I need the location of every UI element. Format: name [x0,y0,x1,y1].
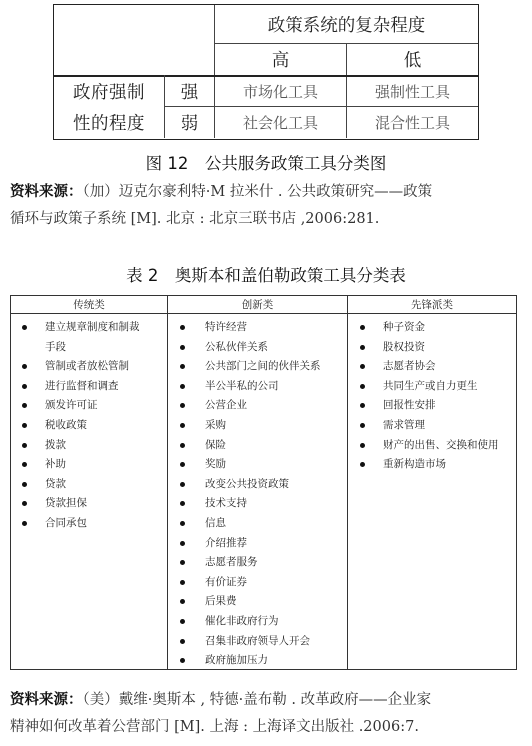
list-item [168,436,347,456]
mixed-tool-cell: 混合性工具 [374,114,450,132]
list-item [168,396,347,416]
list-item-text: 种子资金 [383,321,425,333]
figure-source-note [10,178,525,233]
list-item-text: 进行监督和调查 [45,379,119,392]
table-caption: 表 2 奥斯本和盖伯勒政策工具分类表 [126,266,406,285]
avant-garde-tools-list [348,318,516,475]
list-item-text: 补助 [45,458,66,471]
list-item [348,357,516,377]
list-item [168,534,347,554]
policy-tool-matrix-figure [53,4,479,140]
list-item-text: 回报性安排 [383,399,436,412]
list-item [11,514,167,534]
list-item-text: 股权投资 [383,340,425,353]
list-item-text: 拨款 [45,438,66,451]
list-item [168,514,347,534]
list-item-text: 合同承包 [45,516,87,529]
column-low-label: 低 [403,51,422,71]
market-tool-cell: 市场化工具 [242,83,318,101]
list-item-text: 共同生产或自力更生 [383,379,478,392]
list-item [11,318,167,338]
list-item [168,475,347,495]
row-label-line1: 政府强制 [73,83,145,103]
column-header-avant-garde: 先锋派类 [411,299,453,311]
list-item [168,612,347,632]
list-item [348,318,516,338]
list-item-text: 催化非政府行为 [205,614,279,627]
list-item [11,396,167,416]
list-item-text: 贷款 [45,477,66,490]
list-item [11,475,167,495]
list-item-text: 公营企业 [205,399,247,412]
list-item-text: 采购 [205,418,226,431]
list-item [168,573,347,593]
list-item [11,338,167,358]
list-item-text: 贷款担保 [45,497,87,510]
policy-tool-classification-table [10,295,517,670]
list-item-text: 志愿者协会 [383,360,436,373]
table-source-note [10,686,525,741]
list-item [348,377,516,397]
list-item [348,455,516,475]
complexity-header: 政策系统的复杂程度 [267,15,426,36]
list-item-text: 志愿者服务 [205,556,258,569]
list-item-text: 管制或者放松管制 [45,360,129,373]
table-source-line2: 精神如何改革着公营部门 [M]. 上海 : 上海译文出版社 .2006:7. [10,719,419,735]
list-item-text: 奖励 [205,458,226,471]
list-item-text: 介绍推荐 [205,536,247,549]
list-item-text: 召集非政府领导人开会 [205,634,310,647]
list-item-text: 公共部门之间的伙伴关系 [205,360,321,373]
traditional-tools-list [11,318,167,534]
list-item [11,416,167,436]
list-item [348,436,516,456]
list-item [11,357,167,377]
list-item-text: 改变公共投资政策 [205,477,289,490]
list-item-text: 保险 [205,438,226,451]
source-text-line1: （加）迈克尔豪利特·M 拉米什 . 公共政策研究——政策 [82,184,433,200]
list-item [348,416,516,436]
list-item-text: 公私伙伴关系 [205,340,268,353]
list-item [348,396,516,416]
list-item [168,318,347,338]
list-item-text: 后果费 [205,595,237,608]
list-item [168,494,347,514]
social-tool-cell: 社会化工具 [242,114,318,132]
table-source-line1 [10,686,525,714]
list-item-text: 财产的出售、交换和使用 [383,438,499,451]
source-text-line1: （美）戴维·奥斯本 , 特德·盖布勒 . 改革政府——企业家 [82,692,432,708]
list-item [168,377,347,397]
list-item [168,357,347,377]
list-item-text: 建立规章制度和制裁 [45,321,140,333]
figure-source-line1 [10,178,525,206]
mandatory-tool-cell: 强制性工具 [374,83,450,101]
list-item [11,455,167,475]
list-item [11,436,167,456]
list-item [168,553,347,573]
list-item [168,416,347,436]
list-item-text: 信息 [205,516,226,529]
list-item-text: 特许经营 [205,321,247,333]
list-item-text: 有价证券 [205,575,247,588]
source-label: 资料来源： [10,183,83,200]
source-label: 资料来源： [10,691,83,708]
list-item-text: 手段 [45,340,66,353]
row-label-line2: 性的程度 [73,114,145,134]
column-high-label: 高 [271,51,290,71]
table-header-line [11,313,516,314]
list-item [168,592,347,612]
list-item-text: 需求管理 [383,418,425,431]
list-item [348,338,516,358]
list-item [11,494,167,514]
list-item [168,632,347,652]
list-item-text: 重新构造市场 [383,458,446,471]
figure-source-line2: 循环与政策子系统 [M]. 北京 : 北京三联书店 ,2006:281. [10,211,380,227]
innovative-tools-list [168,318,347,671]
list-item [168,455,347,475]
row-weak-label: 弱 [180,114,199,134]
list-item-text: 技术支持 [205,497,247,510]
list-item [168,651,347,671]
list-item [11,377,167,397]
column-header-traditional: 传统类 [73,299,105,311]
row-strong-label: 强 [180,83,199,103]
list-item-text: 税收政策 [45,418,87,431]
list-item-text: 半公半私的公司 [205,379,279,392]
figure-caption: 图 12 公共服务政策工具分类图 [145,154,387,173]
column-header-innovative: 创新类 [241,299,274,311]
list-item-text: 颁发许可证 [45,399,98,412]
list-item-text: 政府施加压力 [205,654,268,667]
list-item [168,338,347,358]
